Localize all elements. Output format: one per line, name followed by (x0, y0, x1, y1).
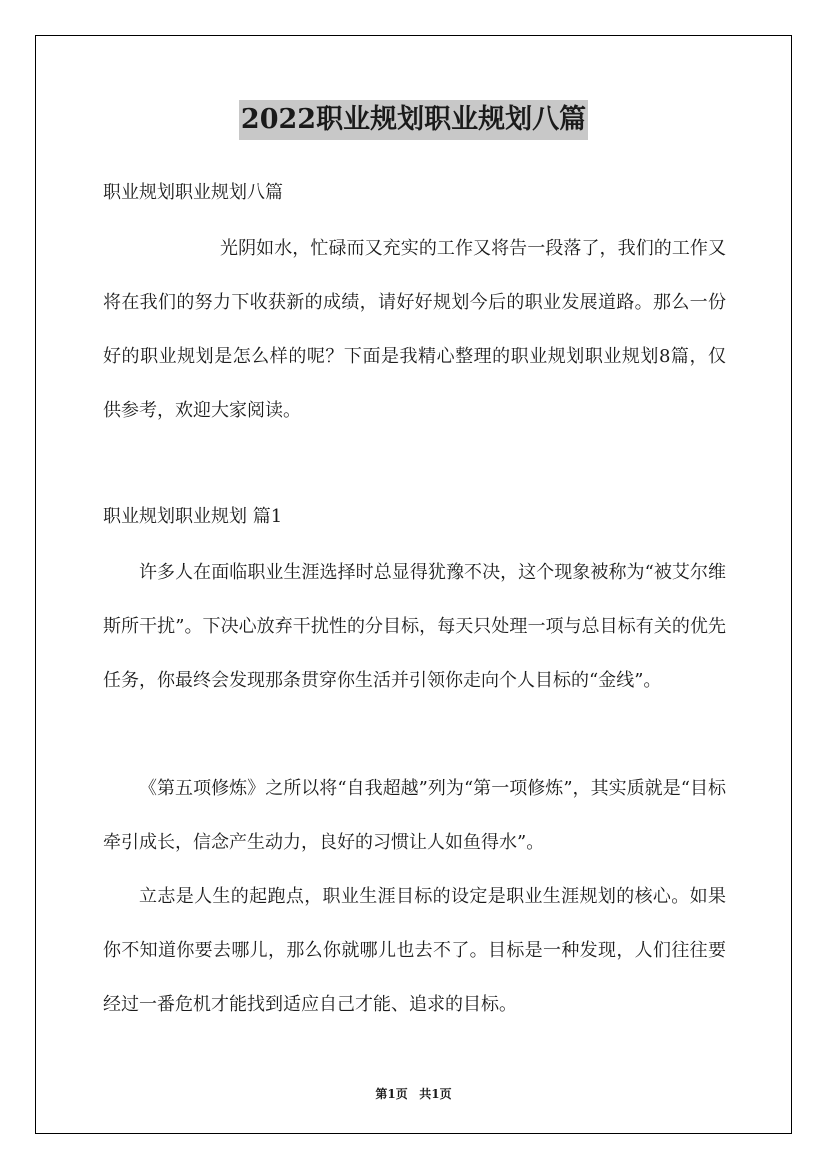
body-paragraph-3: 立志是人生的起跑点，职业生涯目标的设定是职业生涯规划的核心。如果你不知道你要去哪儿，那么你就哪儿也去不了。目标是一种发现，人们往往要经过一番危机才能找到适应自己才能、追求的目标。 (103, 886, 726, 1015)
body-paragraph-2: 《第五项修炼》之所以将“自我超越”列为“第一项修炼”，其实质就是“目标牵引成长，信念产生动力，良好的习惯让人如鱼得水”。 (103, 778, 726, 853)
page-number: 第1页 (375, 1087, 408, 1101)
intro-paragraph: 光阴如水，忙碌而又充实的工作又将告一段落了，我们的工作又将在我们的努力下收获新的成绩，请好好规划今后的职业发展道路。那么一份好的职业规划是怎么样的呢？下面是我精心整理的职业规划职业规划8篇，仅供参考，欢迎大家阅读。 (103, 238, 726, 421)
document-subtitle: 职业规划职业规划八篇 (103, 182, 283, 203)
document-title: 2022职业规划职业规划八篇 (239, 100, 588, 140)
body-paragraph-1: 许多人在面临职业生涯选择时总显得犹豫不决，这个现象被称为“被艾尔维斯所干扰”。下决心放弃干扰性的分目标，每天只处理一项与总目标有关的优先任务，你最终会发现那条贯穿你生活并引领你走向个人目标的“金线”。 (103, 562, 726, 691)
page-footer (0, 1086, 827, 1102)
title-container (0, 100, 827, 140)
section-heading: 职业规划职业规划 篇1 (103, 506, 283, 527)
page-total: 共1页 (419, 1087, 452, 1101)
